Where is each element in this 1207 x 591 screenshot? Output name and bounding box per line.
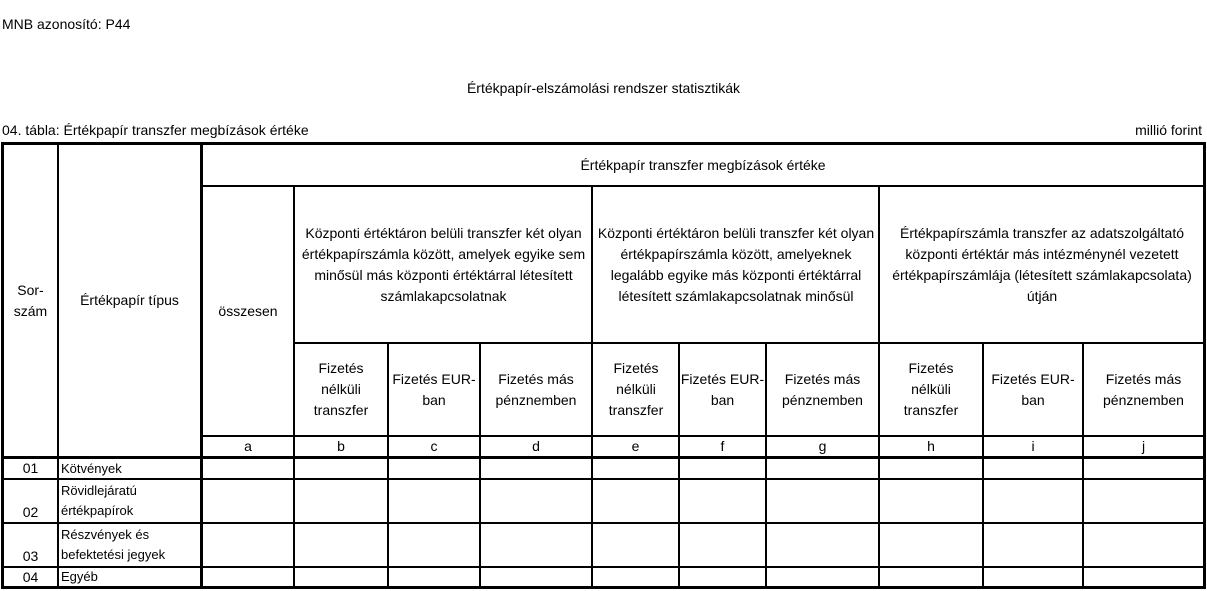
col-letter-c: c	[430, 438, 438, 454]
table-label: 04. tábla: Értékpapír transzfer megbízások értéke	[2, 122, 309, 138]
mnb-identifier: MNB azonosító: P44	[2, 16, 131, 32]
grid-line	[591, 185, 593, 589]
col-letter-b: b	[337, 438, 345, 454]
col-letter-a: a	[244, 438, 252, 454]
col-letter-f: f	[720, 438, 725, 454]
row-label: Egyéb	[61, 569, 98, 584]
col-letter-j: j	[1141, 438, 1146, 454]
grid-line	[1, 522, 1205, 524]
subheader-g-mas-penznem: Fizetés más pénznemben	[782, 370, 863, 408]
row-number: 03	[22, 547, 39, 564]
col-letter-i: i	[1031, 438, 1035, 454]
subheader-h-fizetes-nelkuli: Fizetés nélküli transzfer	[903, 360, 959, 418]
row-label: Részvények és befektetési jegyek	[61, 527, 166, 562]
header-osszesen: összesen	[218, 302, 278, 319]
row-label: Rövidlejáratú értékpapírok	[61, 483, 137, 518]
header-sorszam: Sor- szám	[13, 281, 48, 319]
grid-line	[1, 566, 1205, 568]
grid-line	[1, 456, 1205, 459]
col-letter-h: h	[927, 438, 935, 454]
header-group: Értékpapír transzfer megbízások értéke	[580, 156, 826, 173]
header-ertekpapir-tipus: Értékpapír típus	[80, 292, 179, 308]
page-title: Értékpapír-elszámolási rendszer statisztikák	[466, 80, 741, 96]
grid-line	[293, 185, 295, 589]
subheader-b-fizetes-nelkuli: Fizetés nélküli transzfer	[313, 360, 369, 418]
subheader-e-fizetes-nelkuli: Fizetés nélküli transzfer	[608, 360, 664, 418]
row-label: Kötvények	[61, 461, 122, 476]
col-letter-g: g	[818, 438, 827, 454]
row-number: 04	[22, 568, 39, 585]
header-group-1: Központi értéktáron belüli transzfer két olyan értékpapírszámla között, amelyek egyike sem minősül más központi értéktárral létesített számlakapcsolatnak	[301, 224, 586, 304]
subheader-c-eur: Fizetés EUR-ban	[392, 370, 476, 408]
unit-label: millió forint	[1135, 122, 1202, 138]
header-group-2: Központi értéktáron belüli transzfer két olyan értékpapírszámla között, amelyeknek legalább egyike más központi értéktárral létesített számlakapcsolatnak minősül	[597, 224, 875, 304]
col-letter-e: e	[631, 438, 640, 454]
table-border-right	[1203, 142, 1206, 589]
subheader-j-mas-penznem: Fizetés más pénznemben	[1103, 370, 1184, 408]
row-number: 01	[22, 460, 39, 476]
header-group-3: Értékpapírszámla transzfer az adatszolgáltató központi értéktár más intézménynél vezetett értékpapírszámlája (létesített számlakapcsolata) útján	[892, 224, 1192, 304]
row-number: 02	[22, 503, 39, 520]
grid-line	[1, 478, 1205, 480]
grid-line	[878, 185, 880, 589]
subheader-f-eur: Fizetés EUR-ban	[680, 370, 765, 408]
col-letter-d: d	[532, 438, 540, 454]
subheader-i-eur: Fizetés EUR-ban	[991, 370, 1075, 408]
table-border-bottom	[1, 586, 1205, 589]
subheader-d-mas-penznem: Fizetés más pénznemben	[495, 370, 577, 408]
